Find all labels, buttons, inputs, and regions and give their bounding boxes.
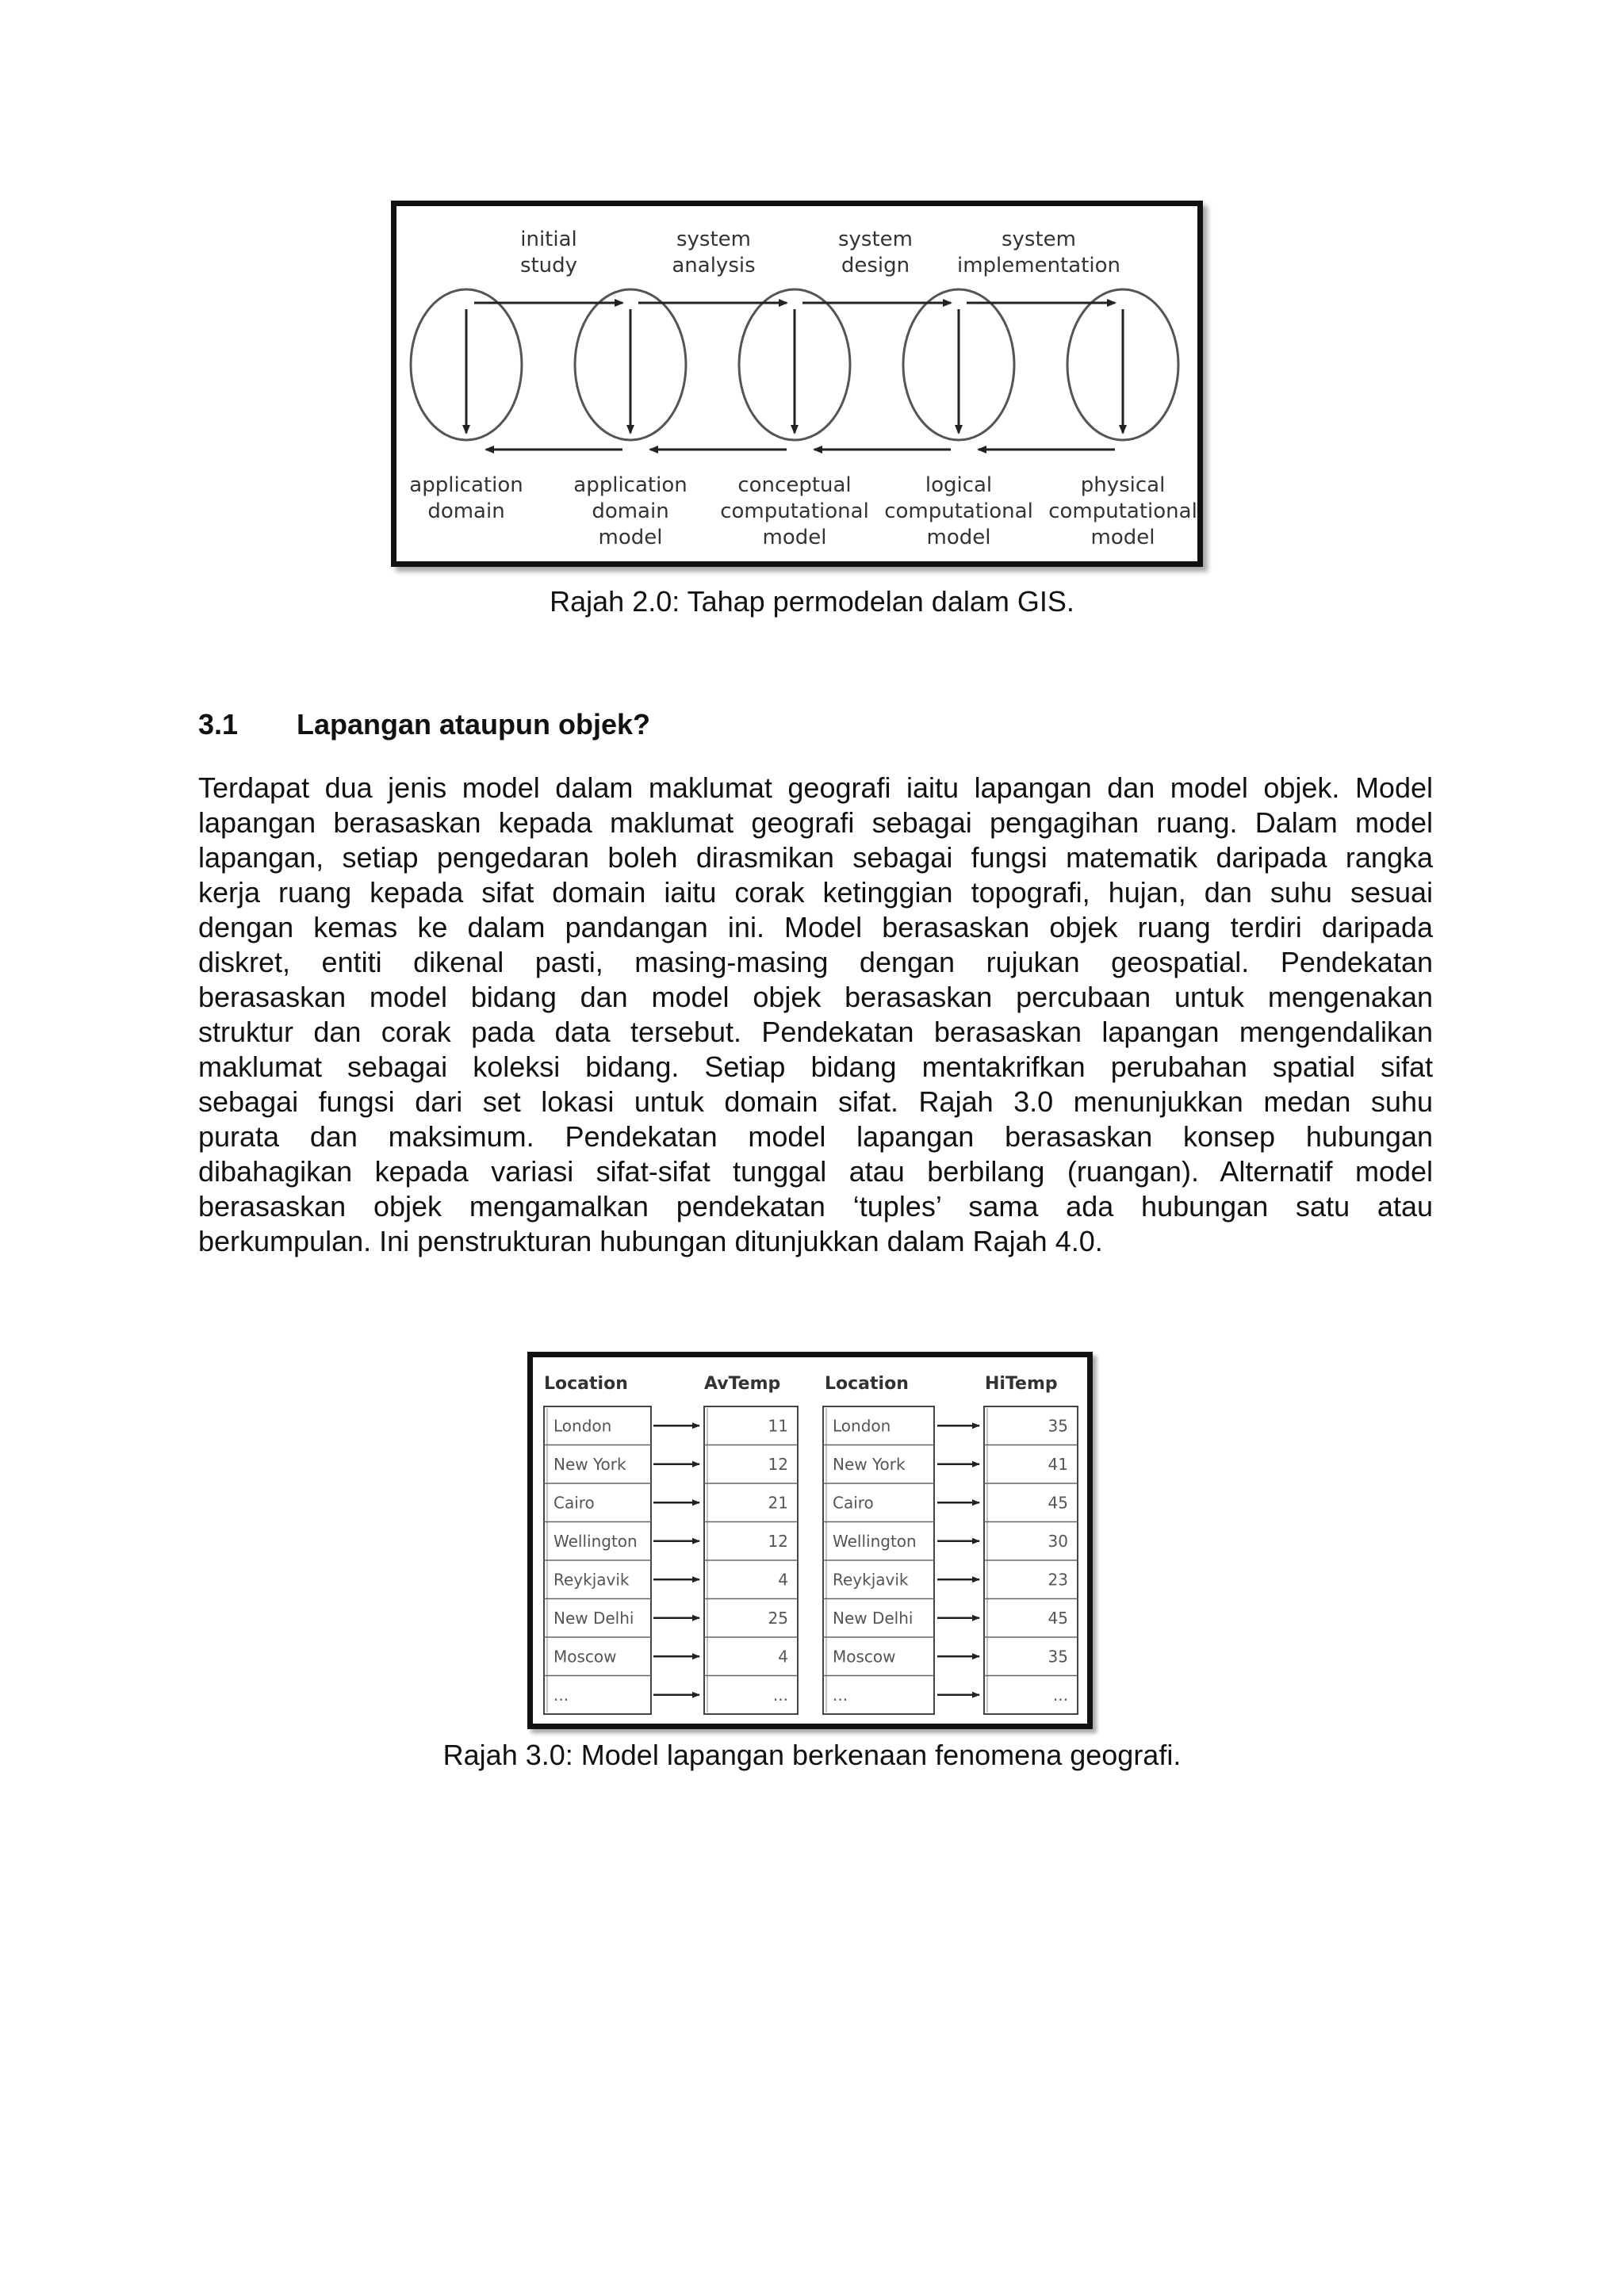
table-header: Location	[544, 1374, 628, 1394]
table-cell: ...	[1052, 1685, 1068, 1705]
table-cell: 35	[1048, 1416, 1068, 1436]
bottom-model-label: domain	[427, 499, 505, 523]
bottom-model-label: domain	[592, 499, 669, 523]
table-cell: Cairo	[553, 1493, 595, 1513]
bottom-model-label: application	[409, 473, 523, 497]
table-cell: 4	[778, 1647, 788, 1667]
table-cell: 35	[1048, 1647, 1068, 1667]
top-stage-label: initial	[520, 228, 577, 251]
table-cell: 12	[768, 1531, 788, 1551]
body-paragraph	[198, 771, 1433, 1259]
table-cell: Wellington	[833, 1531, 917, 1551]
table-cell: 45	[1048, 1493, 1068, 1513]
bottom-model-label: conceptual	[737, 473, 852, 497]
table-cell: 25	[768, 1608, 788, 1628]
table-cell: ...	[553, 1685, 569, 1705]
table-cell: ...	[833, 1685, 848, 1705]
paragraph-line: lapangan, setiap pengedaran boleh dirasmikan sebagai fungsi matematik daripada rangka	[198, 841, 1433, 874]
paragraph-line: lapangan berasaskan kepada maklumat geografi sebagai pengagihan ruang. Dalam model	[198, 806, 1433, 839]
top-stage-label: system	[1002, 228, 1076, 251]
paragraph-line: berasaskan model bidang dan model objek berasaskan percubaan untuk mengenakan	[198, 981, 1433, 1013]
table-cell: ...	[772, 1685, 788, 1705]
top-stage-label: implementation	[956, 254, 1121, 277]
paragraph-line: purata dan maksimum. Pendekatan model lapangan berasaskan konsep hubungan	[198, 1120, 1433, 1153]
paragraph-line: berasaskan objek mengamalkan pendekatan ‘tuples’ sama ada hubungan satu atau	[198, 1190, 1433, 1223]
top-stage-label: analysis	[672, 254, 756, 277]
table-cell: 45	[1048, 1608, 1068, 1628]
figure-field-model-table	[527, 1352, 1093, 1729]
table-cell: New Delhi	[833, 1608, 914, 1628]
paragraph-line: sebagai fungsi dari set lokasi untuk domain sifat. Rajah 3.0 menunjukkan medan suhu	[198, 1085, 1433, 1118]
table-cell: Reykjavik	[553, 1570, 630, 1590]
section-heading	[198, 708, 650, 741]
table-cell: Moscow	[833, 1647, 896, 1667]
paragraph-line: kerja ruang kepada sifat domain iaitu corak ketinggian topografi, hujan, dan suhu sesuai	[198, 876, 1433, 909]
figure1-caption: Rajah 2.0: Tahap permodelan dalam GIS.	[550, 585, 1074, 618]
table-cell: New Delhi	[553, 1608, 634, 1628]
paragraph-line: maklumat sebagai koleksi bidang. Setiap bidang mentakrifkan perubahan spatial sifat	[198, 1050, 1433, 1083]
stages-diagram	[396, 206, 1197, 561]
paragraph-line: berkumpulan. Ini penstrukturan hubungan ditunjukkan dalam Rajah 4.0.	[198, 1225, 1103, 1257]
paragraph-line: dibahagikan kepada variasi sifat-sifat tunggal atau berbilang (ruangan). Alternatif model	[198, 1155, 1433, 1188]
temperature-tables	[533, 1357, 1087, 1724]
bottom-model-label: computational	[884, 499, 1033, 523]
bottom-model-label: model	[1090, 526, 1155, 549]
table-cell: 41	[1048, 1454, 1068, 1474]
paragraph-line: diskret, entiti dikenal pasti, masing-masing dengan rujukan geospatial. Pendekatan	[198, 946, 1433, 978]
table-cell: Cairo	[833, 1493, 874, 1513]
table-cell: New York	[833, 1454, 906, 1474]
table-cell: 12	[768, 1454, 788, 1474]
bottom-model-label: model	[926, 526, 991, 549]
table-cell: Reykjavik	[833, 1570, 909, 1590]
figure-gis-modelling-stages	[391, 201, 1203, 567]
top-stage-label: study	[519, 254, 578, 277]
table-header: AvTemp	[704, 1374, 781, 1394]
top-stage-label: system	[676, 228, 751, 251]
table-cell: London	[553, 1416, 612, 1436]
top-stage-label: system	[838, 228, 913, 251]
bottom-model-label: logical	[925, 473, 993, 497]
table-cell: 21	[768, 1493, 788, 1513]
table-cell: New York	[553, 1454, 626, 1474]
table-cell: 30	[1048, 1531, 1068, 1551]
table-cell: London	[833, 1416, 891, 1436]
table-cell: 23	[1048, 1570, 1068, 1590]
section-number: 3.1	[198, 708, 239, 740]
section-title: Lapangan ataupun objek?	[297, 708, 651, 740]
paragraph-line: struktur dan corak pada data tersebut. Pendekatan berasaskan lapangan mengendalikan	[198, 1016, 1433, 1048]
table-cell: 11	[768, 1416, 788, 1436]
table-cell: Moscow	[553, 1647, 617, 1667]
bottom-model-label: computational	[720, 499, 869, 523]
figure2-caption: Rajah 3.0: Model lapangan berkenaan fenomena geografi.	[442, 1739, 1182, 1771]
paragraph-line: dengan kemas ke dalam pandangan ini. Model berasaskan objek ruang terdiri daripada	[198, 911, 1433, 943]
bottom-model-label: physical	[1080, 473, 1166, 497]
top-stage-label: design	[841, 254, 910, 277]
bottom-model-label: model	[598, 526, 663, 549]
table-cell: Wellington	[553, 1531, 638, 1551]
bottom-model-label: computational	[1048, 499, 1197, 523]
table-header: Location	[825, 1374, 909, 1394]
bottom-model-label: model	[762, 526, 827, 549]
bottom-model-label: application	[573, 473, 688, 497]
paragraph-line: Terdapat dua jenis model dalam maklumat geografi iaitu lapangan dan model objek. Model	[198, 771, 1433, 804]
table-header: HiTemp	[985, 1374, 1058, 1394]
table-cell: 4	[778, 1570, 788, 1590]
